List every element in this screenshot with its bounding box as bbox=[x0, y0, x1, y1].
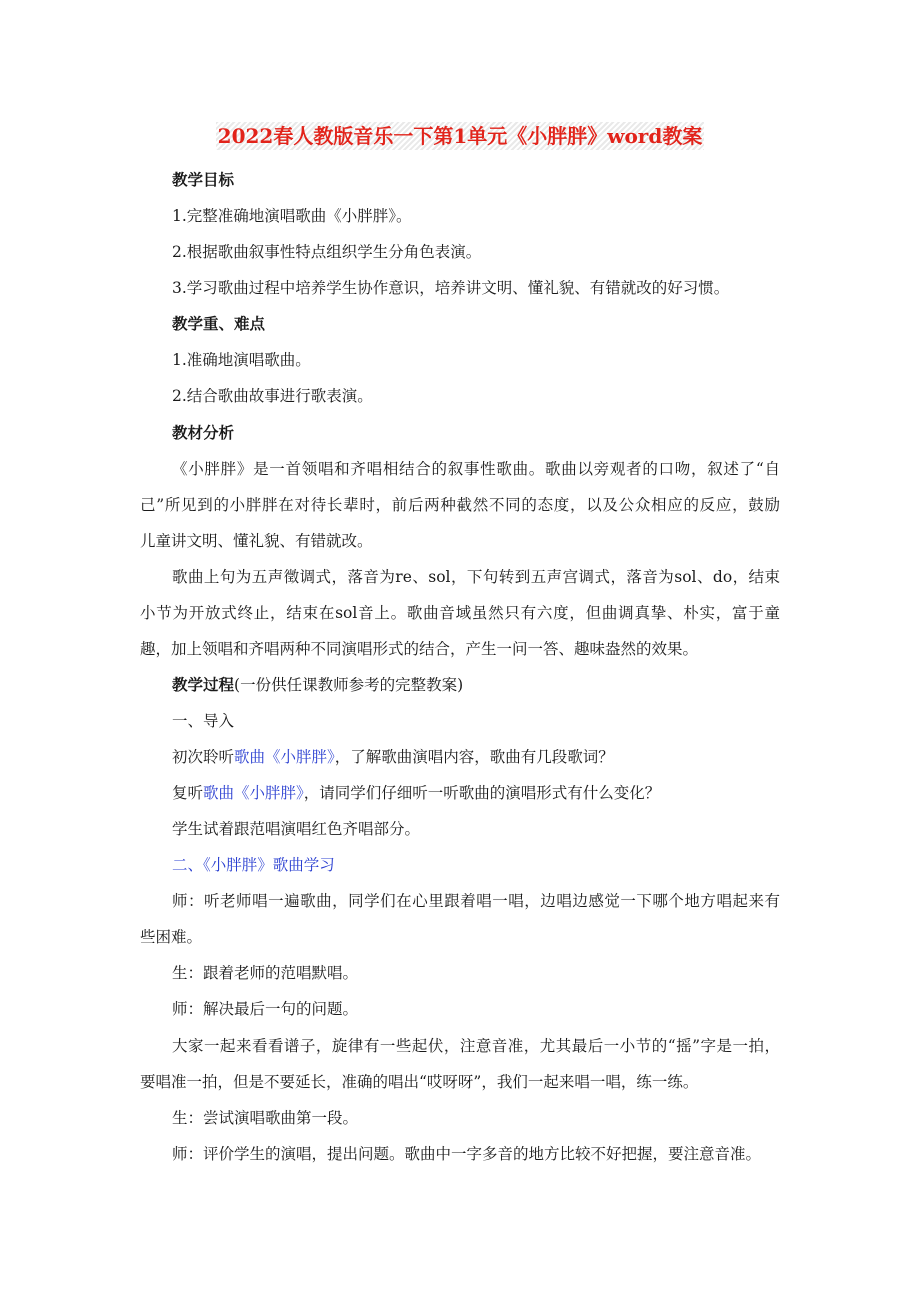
teacher-line: 些困难。 bbox=[140, 928, 203, 946]
key-point-item: 2.结合歌曲故事进行歌表演。 bbox=[172, 387, 373, 405]
key-points-heading: 教学重、难点 bbox=[172, 314, 266, 333]
analysis-p2-line: 小节为开放式终止，结束在sol音上。歌曲音域虽然只有六度，但曲调真挚、朴实，富于童 bbox=[140, 604, 780, 622]
text-segment: ，请同学们仔细听一听歌曲的演唱形式有什么变化？ bbox=[303, 784, 661, 802]
text-segment: ，了解歌曲演唱内容，歌曲有几段歌词？ bbox=[334, 748, 614, 766]
analysis-heading: 教材分析 bbox=[172, 423, 235, 442]
text-segment: 初次聆听 bbox=[172, 748, 235, 766]
title-text: 2022春人教版音乐一下第1单元《小胖胖》word教案 bbox=[217, 124, 703, 148]
student-line: 生：尝试演唱歌曲第一段。 bbox=[172, 1109, 359, 1127]
section1-line bbox=[172, 747, 614, 767]
section1-heading: 一、导入 bbox=[172, 712, 235, 730]
analysis-p2-line: 歌曲上句为五声徵调式，落音为re、sol，下句转到五声宫调式，落音为sol、do，结束 bbox=[172, 568, 780, 586]
process-heading-note: (一份供任课教师参考的完整教案) bbox=[234, 676, 464, 694]
process-heading: 教学过程 bbox=[172, 675, 235, 694]
process-heading-row bbox=[172, 675, 463, 695]
paragraph-line: 要唱准一拍，但是不要延长，准确的唱出“哎呀呀”，我们一起来唱一唱，练一练。 bbox=[140, 1073, 699, 1091]
goal-item: 1.完整准确地演唱歌曲《小胖胖》。 bbox=[172, 207, 412, 225]
section2-heading[interactable]: 二、《小胖胖》歌曲学习 bbox=[172, 856, 335, 874]
song-link[interactable]: 歌曲《小胖胖》 bbox=[234, 748, 335, 766]
analysis-p1-line: 《小胖胖》是一首领唱和齐唱相结合的叙事性歌曲。歌曲以旁观者的口吻，叙述了“自 bbox=[172, 460, 780, 478]
song-link[interactable]: 歌曲《小胖胖》 bbox=[203, 784, 304, 802]
teacher-line: 师：解决最后一句的问题。 bbox=[172, 1000, 359, 1018]
section1-line bbox=[172, 783, 660, 803]
goal-item: 3.学习歌曲过程中培养学生协作意识，培养讲文明、懂礼貌、有错就改的好习惯。 bbox=[172, 279, 730, 297]
analysis-p1-line: 儿童讲文明、懂礼貌、有错就改。 bbox=[140, 532, 373, 550]
key-point-item: 1.准确地演唱歌曲。 bbox=[172, 351, 311, 369]
document-title bbox=[0, 120, 920, 149]
analysis-p2-line: 趣，加上领唱和齐唱两种不同演唱形式的结合，产生一问一答、趣味盎然的效果。 bbox=[140, 640, 699, 658]
analysis-p1-line: 己”所见到的小胖胖在对待长辈时，前后两种截然不同的态度，以及公众相应的反应，鼓励 bbox=[140, 496, 780, 514]
paragraph-line: 大家一起来看看谱子，旋律有一些起伏，注意音准，尤其最后一小节的“摇”字是一拍， bbox=[172, 1037, 780, 1055]
student-line: 生：跟着老师的范唱默唱。 bbox=[172, 964, 359, 982]
section1-line: 学生试着跟范唱演唱红色齐唱部分。 bbox=[172, 820, 421, 838]
teacher-line: 师：听老师唱一遍歌曲，同学们在心里跟着唱一唱，边唱边感觉一下哪个地方唱起来有 bbox=[172, 892, 780, 910]
goals-heading: 教学目标 bbox=[172, 170, 235, 189]
goal-item: 2.根据歌曲叙事性特点组织学生分角色表演。 bbox=[172, 243, 482, 261]
teacher-line: 师：评价学生的演唱，提出问题。歌曲中一字多音的地方比较不好把握，要注意音准。 bbox=[172, 1145, 762, 1163]
text-segment: 复听 bbox=[172, 784, 204, 802]
